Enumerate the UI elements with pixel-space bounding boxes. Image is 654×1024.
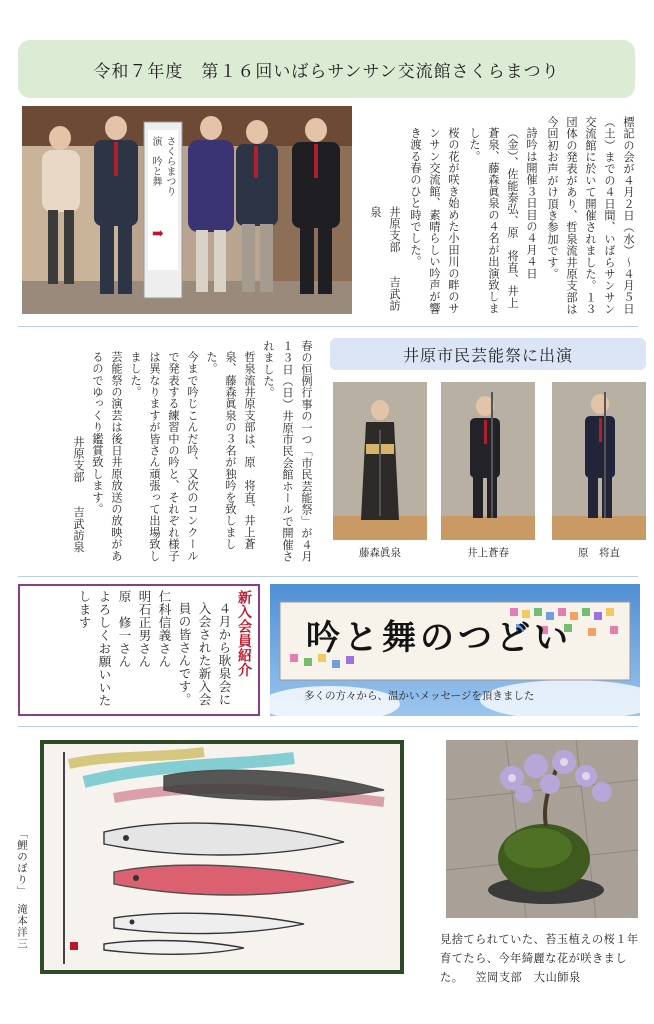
bonsai-caption [440,930,640,984]
bonsai-caption-text: 見捨てられていた、苔玉植えの桜１年育てたら、今年綺麗な花が咲きました。 [440,933,639,984]
photo-sign-line2: 演 吟と舞 [150,136,161,186]
banner-text: 吟と舞のつどい [306,618,572,658]
new-members-body [30,590,254,712]
art-caption: 「鯉のぼり」 滝本洋三 [16,828,28,950]
article1-body [362,116,638,316]
new-members-heading: 新入会員紹介 [236,590,252,677]
banner-photo [270,584,640,716]
photo-sign-line1: さくらまつり [164,136,175,196]
performer-caption: 井上蒼春 [467,547,509,559]
article1-signature: 井原支部 吉武訪泉 [369,206,401,312]
new-member-name: 仁科信義さん [157,590,172,668]
performer-photo [333,382,427,540]
article2-paragraph: 芸能祭の演芸は後日井原放送の放映があるのでゆっくり鑑賞致します。 [91,351,123,562]
article2-paragraph: 春の恒例行事の一つ「市民芸能祭」が４月１３日（日）井原市民会館ホールで開催されました。 [262,340,313,563]
performer-caption: 藤森眞泉 [359,547,401,559]
article2-paragraph: 今まで吟じこんだ吟、又次のコンクールで発表する練習中の吟と、それぞれ様子は異なりますが皆さん頑張って出場致しました。 [129,351,199,562]
new-member-name: 原 修一さん [117,590,132,668]
divider [18,726,638,727]
new-members-line: よろしくお願いいたします [77,590,112,707]
article2-body [20,340,316,572]
group-photo [22,106,352,314]
new-member-name: 明石正男さん [137,590,152,668]
bonsai-photo [446,740,638,918]
page-title: 令和７年度 第１６回いばらサンサン交流館さくらまつり [18,40,635,98]
section-header: 井原市民芸能祭に出演 [330,338,646,370]
article1-paragraph: 詩吟は開催３日目の４月４日（金）、佐能泰弘、原 将直、井上蒼泉、藤森眞泉の４名が出演致しました。 [468,127,538,315]
performer-photo [441,382,535,540]
article1-paragraph: 標記の会が４月２日（水）～４月５日（土）までの４日間、いばらサンサン交流館に於いて開催されました。１３団体の発表があり、哲泉流井原支部は今回初お声がけ頂き参加です。 [546,116,635,315]
article1-paragraph: 桜の花が咲き始めた小田川の畔のサンサン交流館、素晴らしい吟声が響き渡る春のひと時でした。 [409,127,460,315]
divider [18,576,638,577]
performer-caption: 原 将直 [578,547,620,559]
article2-signature: 井原支部 吉武訪泉 [72,436,85,553]
new-members-line: ４月から耿泉会に入会された新入会員の皆さんです。 [177,602,232,706]
performer-photo [552,382,646,540]
banner-photo-caption: 多くの方々から、温かいメッセージを頂きました [304,690,535,702]
koinobori-painting [40,740,404,974]
divider [18,326,638,327]
bonsai-signature: 笠岡支部 大山師泉 [475,971,581,984]
article2-paragraph: 哲泉流井原支部は、原 将直、井上蒼泉、藤森眞泉の３名が独吟を致しました。 [205,351,256,550]
arrow-right-icon: ➡ [152,226,164,242]
